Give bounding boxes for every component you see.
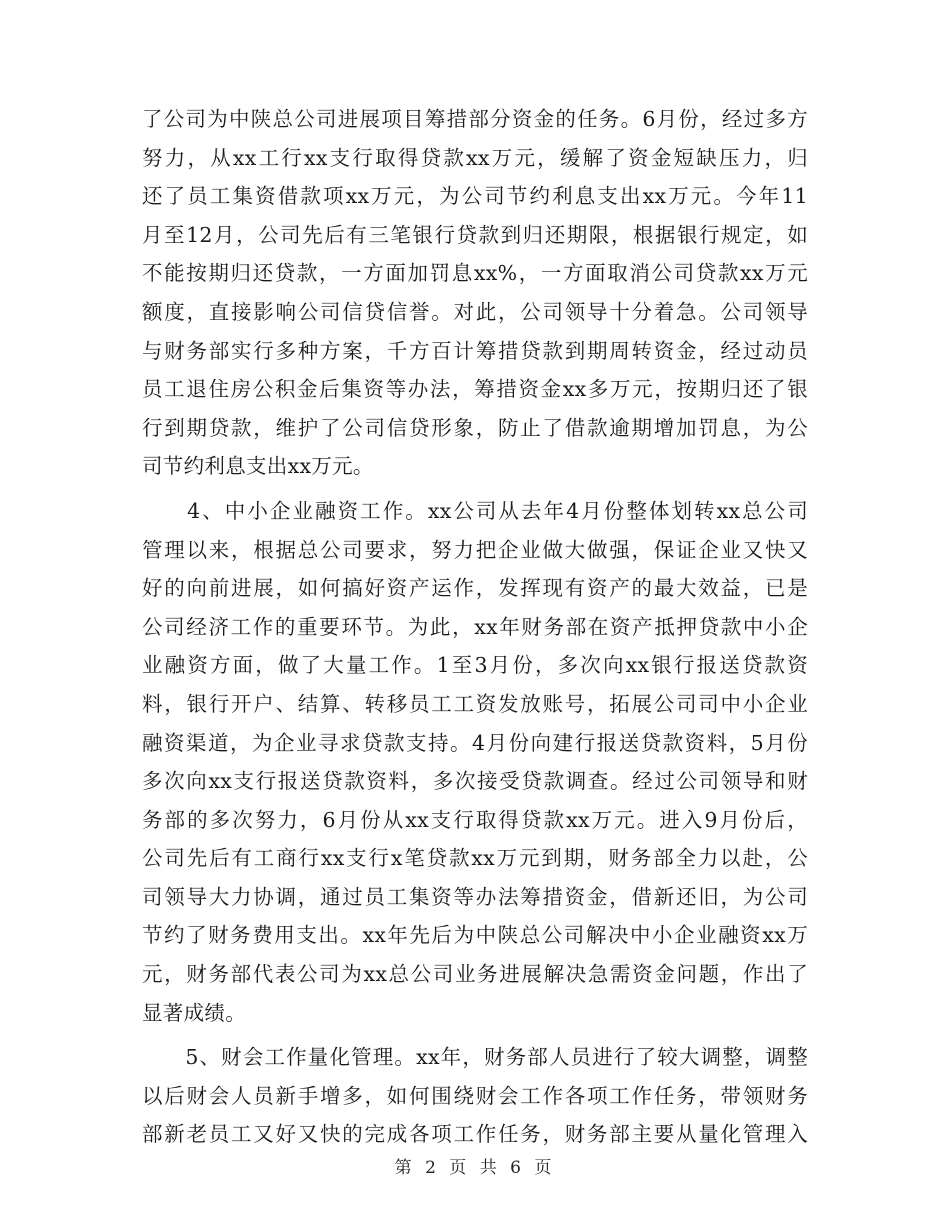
text-line: 管理以来，根据总公司要求，努力把企业做大做强，保证企业又快又 xyxy=(142,537,808,562)
text-line: 5、财会工作量化管理。xx年，财务部人员进行了较大调整，调整 xyxy=(142,1045,808,1070)
text-line: 员工退住房公积金后集资等办法，筹措资金xx多万元，按期归还了银 xyxy=(142,377,808,402)
text-line: 司领导大力协调，通过员工集资等办法筹措资金，借新还旧，为公司 xyxy=(142,884,808,909)
text-line: 显著成绩。 xyxy=(142,1000,246,1025)
text-line: 司节约利息支出xx万元。 xyxy=(142,454,374,479)
paragraph xyxy=(142,100,808,486)
text-line: 融资渠道，为企业寻求贷款支持。4月份向建行报送贷款资料，5月份 xyxy=(142,730,808,755)
text-line: 公司经济工作的重要环节。为此，xx年财务部在资产抵押贷款中小企 xyxy=(142,614,808,639)
text-line: 还了员工集资借款项xx万元，为公司节约利息支出xx万元。今年11 xyxy=(142,184,808,209)
text-line: 公司先后有工商行xx支行x笔贷款xx万元到期，财务部全力以赴，公 xyxy=(142,846,808,871)
text-line: 额度，直接影响公司信贷信誉。对此，公司领导十分着急。公司领导 xyxy=(142,299,808,324)
text-line: 务部的多次努力，6月份从xx支行取得贷款xx万元。进入9月份后， xyxy=(142,807,808,832)
text-line: 与财务部实行多种方案，千方百计筹措贷款到期周转资金，经过动员 xyxy=(142,338,808,363)
page-footer: 第 2 页 共 6 页 xyxy=(394,1158,556,1178)
text-line: 不能按期归还贷款，一方面加罚息xx%，一方面取消公司贷款xx万元 xyxy=(142,261,808,286)
text-line: 以后财会人员新手增多，如何围绕财会工作各项工作任务，带领财务 xyxy=(142,1083,808,1108)
paragraph xyxy=(142,492,808,1032)
text-line: 多次向xx支行报送贷款资料，多次接受贷款调查。经过公司领导和财 xyxy=(142,769,808,794)
document-body xyxy=(142,100,808,1154)
text-line: 部新老员工又好又快的完成各项工作任务，财务部主要从量化管理入 xyxy=(142,1122,808,1147)
text-line: 月至12月，公司先后有三笔银行贷款到归还期限，根据银行规定，如 xyxy=(142,222,808,247)
text-line: 节约了财务费用支出。xx年先后为中陕总公司解决中小企业融资xx万 xyxy=(142,923,808,948)
text-line: 元，财务部代表公司为xx总公司业务进展解决急需资金问题，作出了 xyxy=(142,962,808,987)
text-line: 努力，从xx工行xx支行取得贷款xx万元，缓解了资金短缺压力，归 xyxy=(142,145,808,170)
text-line: 好的向前进展，如何搞好资产运作，发挥现有资产的最大效益，已是 xyxy=(142,576,808,601)
text-line: 业融资方面，做了大量工作。1至3月份，多次向xx银行报送贷款资 xyxy=(142,653,808,678)
text-line: 行到期贷款，维护了公司信贷形象，防止了借款逾期增加罚息，为公 xyxy=(142,415,808,440)
paragraph xyxy=(142,1038,808,1154)
text-line: 4、中小企业融资工作。xx公司从去年4月份整体划转xx总公司 xyxy=(142,498,808,523)
text-line: 料，银行开户、结算、转移员工工资发放账号，拓展公司司中小企业 xyxy=(142,691,808,716)
text-line: 了公司为中陕总公司进展项目筹措部分资金的任务。6月份，经过多方 xyxy=(142,107,808,131)
